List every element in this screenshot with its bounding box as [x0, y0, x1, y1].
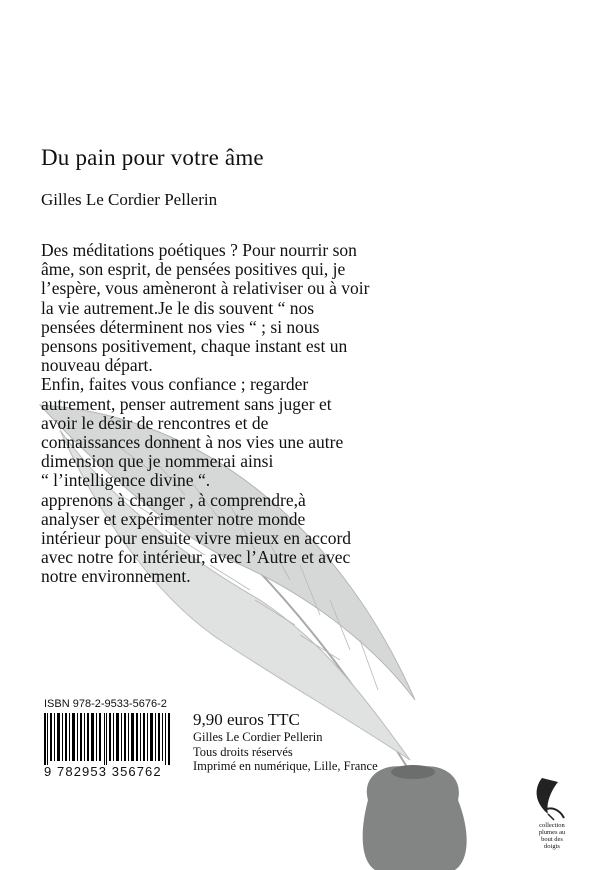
price: 9,90 euros TTC: [193, 710, 300, 729]
barcode-digits: 9 782953 356762: [44, 764, 162, 779]
imprint-details: Gilles Le Cordier Pellerin Tous droits réservés Imprimé en numérique, Lille, France: [193, 730, 378, 773]
back-cover-blurb: Des méditations poétiques ? Pour nourrir son âme, son esprit, de pensées positives qui, je l’espère, vous amèneront à relativiser ou à voir la vie autrement.Je le dis souvent “ nos pensées déterminent nos vies “ ; si nous pensons positivement, chaque instant est un nouveau départ. Enfin, faites vous confiance ; regarder autrement, penser autrement sans juger et avoir le désir de rencontres et de connaissances donnent à nos vies une autre dimension que je nommerai ainsi “ l’intelligence divine “. apprenons à changer , à comprendre,à analyser et expérimenter notre monde intérieur pour ensuite vivre mieux en accord avec notre for intérieur, avec l’Autre et avec notre environnement.: [41, 240, 370, 587]
book-author: Gilles Le Cordier Pellerin: [41, 190, 218, 209]
isbn-label: ISBN 978-2-9533-5676-2: [44, 698, 167, 710]
isbn-barcode: [44, 713, 172, 765]
feather-logo-icon: [524, 776, 580, 822]
collection-name: collection plumes au bout des doigts: [538, 822, 566, 850]
book-title: Du pain pour votre âme: [41, 145, 264, 170]
